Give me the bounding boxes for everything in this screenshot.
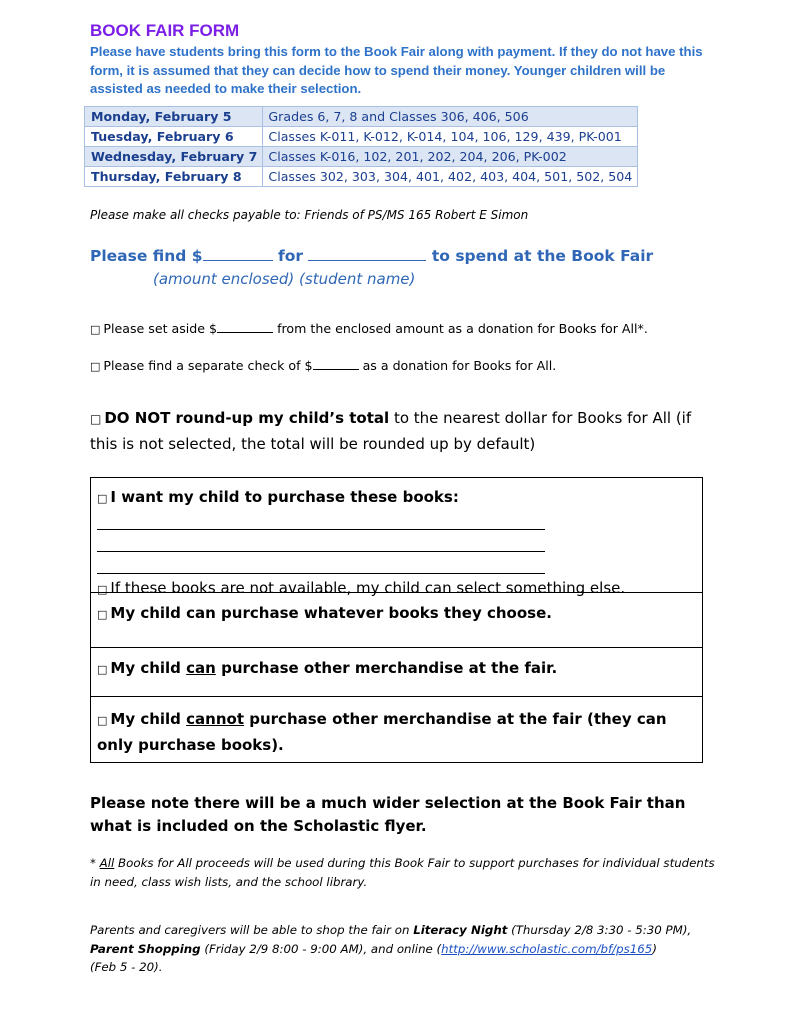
round-up-label-bold: DO NOT round-up my child’s total — [104, 409, 390, 427]
spend-label: to spend at the Book Fair — [431, 247, 654, 265]
schedule-classes: Classes 302, 303, 304, 401, 402, 403, 404, 501, 502, 504 — [263, 167, 638, 187]
schedule-day: Monday, February 5 — [85, 107, 263, 127]
table-row — [85, 127, 638, 147]
checks-payable-note: Please make all checks payable to: Friends of PS/MS 165 Robert E Simon — [90, 208, 529, 222]
schedule-table — [84, 106, 638, 187]
set-aside-blank[interactable] — [217, 320, 273, 333]
schedule-classes: Grades 6, 7, 8 and Classes 306, 406, 506 — [263, 107, 638, 127]
checkbox-icon[interactable]: □ — [90, 323, 101, 336]
blank-hints — [153, 270, 415, 288]
selection-note: Please note there will be a much wider selection at the Book Fair than what is included on the Scholastic flyer. — [90, 794, 686, 835]
literacy-night: Literacy Night — [413, 923, 508, 937]
parent-shopping-time: (Friday 2/9 8:00 - 9:00 AM), and online ( — [200, 941, 442, 956]
book-line-1[interactable] — [97, 529, 545, 530]
not-available-option[interactable] — [97, 579, 696, 597]
cannot-merch-label: My child — [110, 710, 187, 728]
for-label: for — [278, 247, 304, 265]
footnote-all: All — [99, 856, 115, 870]
set-aside-option[interactable] — [90, 320, 648, 336]
table-row — [85, 107, 638, 127]
book-line-3[interactable] — [97, 573, 545, 574]
cannot-merch-label-rest: purchase other merchandise at the fair (they can only purchase books). — [97, 710, 667, 754]
footnote: * All Books for All proceeds will be used during this Book Fair to support purchases for individual students in need, class wish lists, and the school library. — [90, 856, 715, 889]
purchase-books-row — [91, 478, 702, 597]
checkbox-icon[interactable]: □ — [97, 608, 108, 621]
parent-shopping: Parent Shopping — [90, 941, 201, 956]
schedule-classes: Classes K-016, 102, 201, 202, 204, 206, PK-002 — [263, 147, 638, 167]
checkbox-icon[interactable]: □ — [97, 663, 108, 676]
table-row — [85, 167, 638, 187]
checkbox-icon[interactable]: □ — [97, 583, 108, 596]
separate-check-option[interactable] — [90, 357, 556, 373]
book-choice-panel — [90, 477, 703, 763]
whatever-books-label: My child can purchase whatever books they choose. — [110, 604, 552, 622]
separate-check-label: Please find a separate check of $ — [103, 358, 313, 373]
amount-student-line — [90, 246, 653, 265]
hint-student: (student name) — [299, 270, 416, 288]
footnote-text: Books for All proceeds will be used during this Book Fair to support purchases for individual students in need, class wish lists, and the school library. — [90, 856, 715, 889]
schedule-classes: Classes K-011, K-012, K-014, 104, 106, 129, 439, PK-001 — [263, 127, 638, 147]
hint-amount: (amount enclosed) — [153, 270, 295, 288]
schedule-day: Thursday, February 8 — [85, 167, 263, 187]
student-name-blank[interactable] — [308, 246, 426, 261]
round-up-option[interactable] — [90, 406, 710, 457]
schedule-day: Tuesday, February 6 — [85, 127, 263, 147]
separate-check-label-rest: as a donation for Books for All. — [362, 358, 557, 373]
online-dates: (Feb 5 - 20). — [90, 960, 163, 974]
checkbox-icon[interactable]: □ — [90, 412, 102, 426]
checkbox-icon[interactable]: □ — [97, 492, 108, 505]
purchase-books-label: I want my child to purchase these books: — [110, 488, 459, 506]
link-close: ) — [652, 941, 657, 956]
form-intro: Please have students bring this form to the Book Fair along with payment. If they do not have this form, it is assumed that they can decide how to spend their money. Younger children will be assisted as needed to make their selection. — [90, 44, 703, 96]
amount-blank[interactable] — [203, 246, 273, 261]
not-available-label: If these books are not available, my child can select something else. — [110, 579, 626, 597]
cannot-emphasis: cannot — [186, 710, 245, 728]
round-up-label-rest: to the nearest dollar for Books for All (if this is not selected, the total will be rounded up by default) — [90, 409, 692, 453]
purchase-books-option[interactable] — [97, 488, 696, 506]
can-merch-label-rest: purchase other merchandise at the fair. — [215, 659, 558, 677]
literacy-night-time: (Thursday 2/8 3:30 - 5:30 PM), — [507, 923, 692, 937]
shopping-intro: Parents and caregivers will be able to shop the fair on — [90, 923, 414, 937]
form-title: BOOK FAIR FORM — [90, 21, 240, 40]
can-emphasis: can — [186, 659, 216, 677]
can-merch-label: My child — [110, 659, 187, 677]
table-row — [85, 147, 638, 167]
whatever-books-option[interactable] — [91, 592, 702, 647]
set-aside-label: Please set aside $ — [103, 321, 218, 336]
checkbox-icon[interactable]: □ — [97, 714, 108, 727]
checkbox-icon[interactable]: □ — [90, 360, 101, 373]
find-label: Please find $ — [90, 247, 203, 265]
cannot-merch-option[interactable] — [91, 696, 702, 762]
separate-check-blank[interactable] — [313, 357, 359, 370]
schedule-day: Wednesday, February 7 — [85, 147, 263, 167]
book-line-2[interactable] — [97, 551, 545, 552]
shopping-info — [90, 921, 715, 977]
can-merch-option[interactable] — [91, 647, 702, 696]
scholastic-link[interactable]: http://www.scholastic.com/bf/ps165 — [441, 941, 653, 956]
set-aside-label-rest: from the enclosed amount as a donation for Books for All*. — [277, 321, 648, 336]
